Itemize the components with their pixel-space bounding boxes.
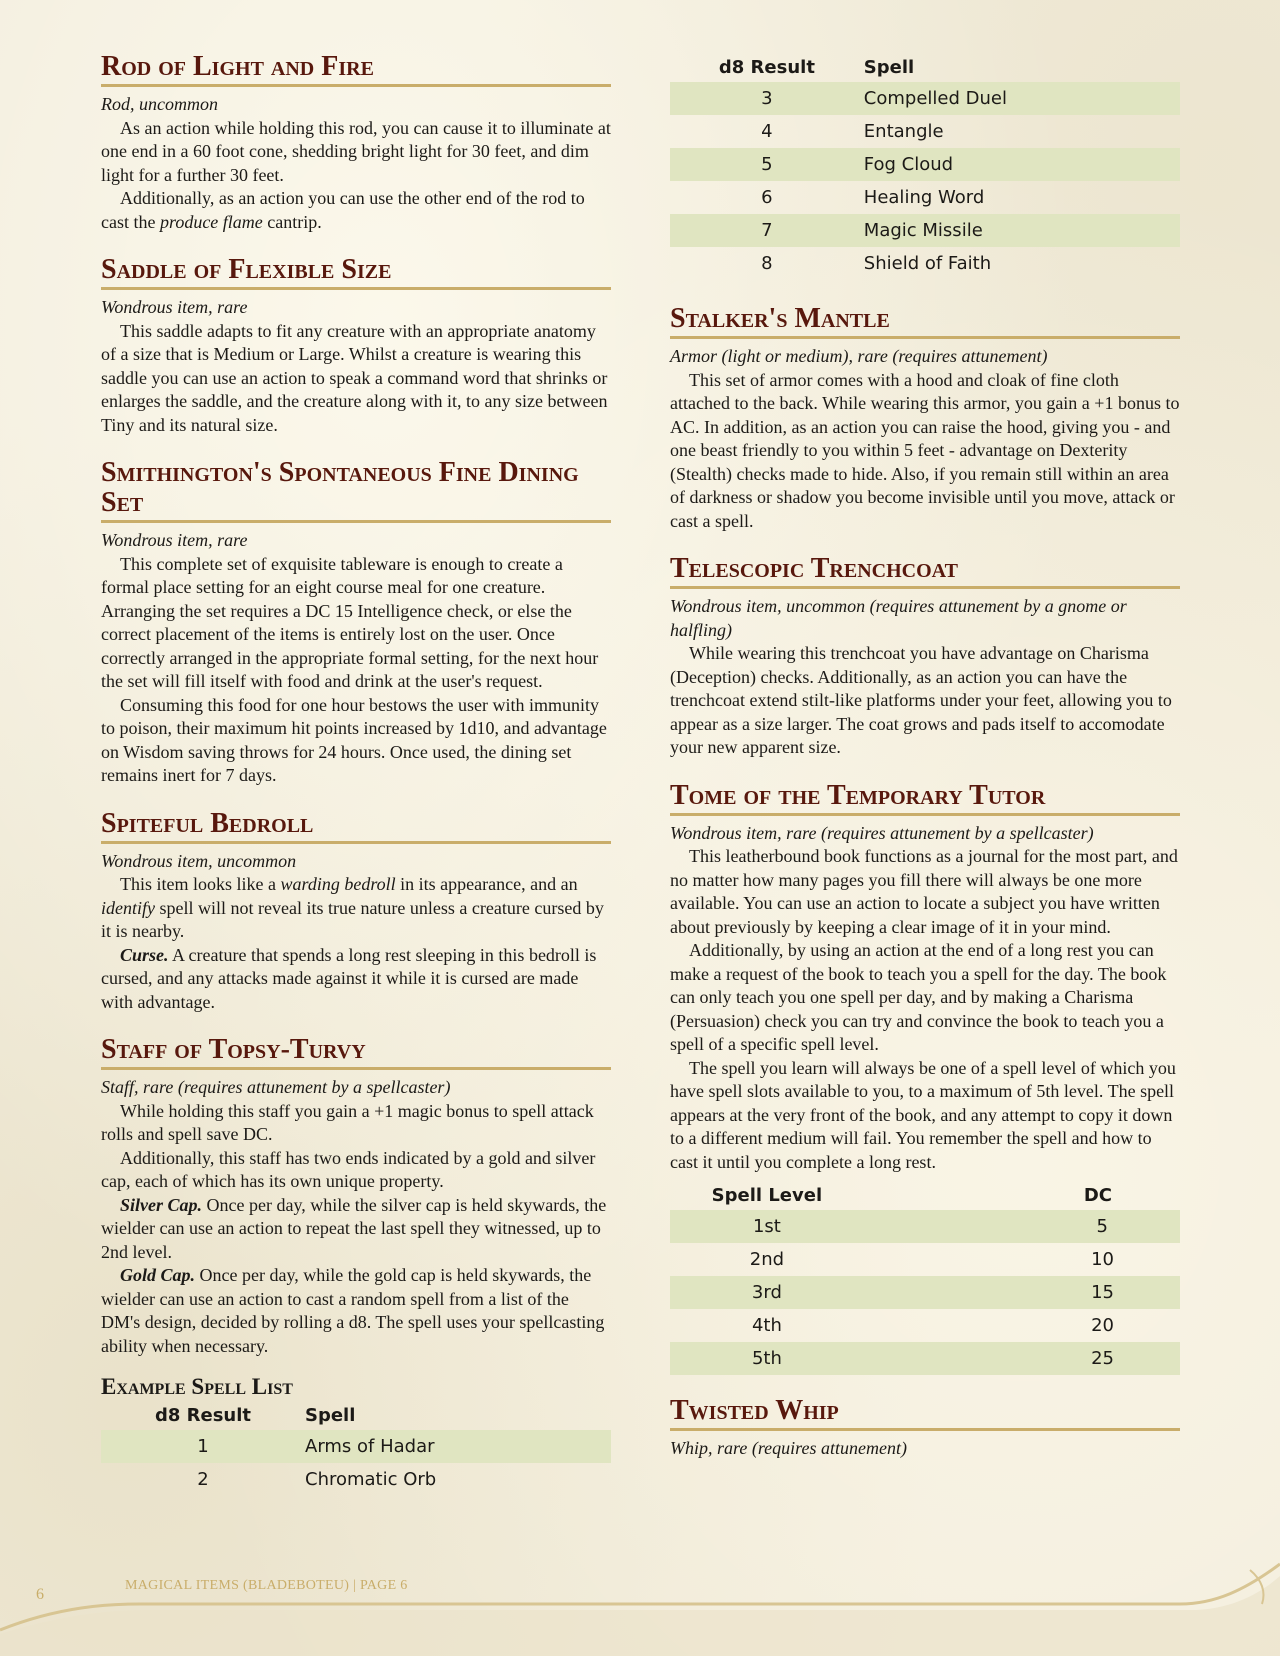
item-title: Spiteful Bedroll — [101, 809, 611, 844]
item-reference: warding bedroll — [280, 874, 396, 894]
page-footer-text: MAGICAL ITEMS (BLADEBOTEU) | PAGE 6 — [125, 1578, 408, 1593]
item-title: Staff of Topsy-Turvy — [101, 1035, 611, 1070]
item-subtitle: Armor (light or medium), rare (requires attunement) — [670, 346, 1048, 366]
table-cell: Arms of Hadar — [305, 1430, 611, 1463]
table-row — [670, 148, 1180, 181]
property-label: Curse. — [120, 944, 169, 965]
item-paragraph — [101, 944, 611, 1015]
item-subtitle: Whip, rare (requires attunement) — [670, 1438, 907, 1458]
table-row — [670, 181, 1180, 214]
dining-set-entry — [101, 458, 611, 788]
spell-table-part-2 — [670, 52, 1180, 280]
item-subtitle: Rod, uncommon — [101, 94, 218, 114]
table-cell: Magic Missile — [864, 214, 1180, 247]
spell-name: identify — [101, 897, 155, 918]
text-run: This item looks like a — [120, 874, 281, 894]
table-header: Spell — [305, 1404, 356, 1426]
item-title: Smithington's Spontaneous Fine Dining Set — [101, 458, 611, 523]
item-paragraph — [101, 1264, 611, 1358]
spell-list-heading: Example Spell List — [101, 1374, 293, 1399]
table-cell: 2nd — [749, 1249, 785, 1270]
property-label: Gold Cap. — [120, 1265, 196, 1285]
spell-table-continued — [670, 52, 1180, 280]
table-row — [670, 1309, 1180, 1342]
spell-name: produce flame — [159, 211, 263, 232]
table-cell: 8 — [761, 253, 773, 274]
table-row — [670, 1243, 1180, 1276]
text-run: Additionally, as an action you can use the other end of the rod to cast the — [101, 188, 585, 232]
table-cell: Fog Cloud — [864, 148, 1180, 181]
item-title: Tome of the Temporary Tutor — [670, 781, 1180, 816]
table-cell: 4th — [751, 1315, 782, 1336]
item-paragraph: While wearing this trenchcoat you have advantage on Charisma (Deception) checks. Additionally, as an action you can have the trenchcoat extend stilt-like platforms under your feet, allowing you to appear as a size larger. The coat grows and pads itself to accomodate your new apparent size. — [670, 643, 1172, 757]
table-cell: 5th — [670, 1342, 864, 1375]
table-cell: Entangle — [863, 121, 944, 142]
item-subtitle: Staff, rare (requires attunement by a spellcaster) — [101, 1077, 451, 1097]
item-subtitle: Wondrous item, rare (requires attunement by a spellcaster) — [670, 822, 1094, 843]
staff-of-topsy-turvy-entry — [101, 1035, 611, 1496]
table-cell: 5 — [864, 1210, 1180, 1243]
table-cell: 6 — [761, 187, 773, 208]
item-title: Twisted Whip — [670, 1396, 1180, 1431]
table-cell: Compelled Duel — [864, 82, 1180, 115]
table-row — [670, 82, 1180, 115]
table-cell: 20 — [1091, 1315, 1114, 1336]
table-row — [670, 115, 1180, 148]
spiteful-bedroll-entry — [101, 809, 611, 1015]
property-label: Silver Cap. — [120, 1194, 203, 1215]
table-cell: 25 — [864, 1342, 1180, 1375]
table-cell: 15 — [864, 1276, 1180, 1309]
table-header: Spell — [863, 56, 915, 78]
table-cell: Shield of Faith — [863, 253, 992, 274]
spell-level-dc-table — [670, 1180, 1180, 1375]
item-title: Rod of Light and Fire — [101, 52, 611, 87]
table-row — [670, 214, 1180, 247]
table-cell: 7 — [670, 214, 864, 247]
item-paragraph — [101, 873, 611, 944]
telescopic-trenchcoat-entry — [670, 554, 1180, 760]
text-run: A creature that spends a long rest sleeping in this bedroll is cursed, and any attacks made against it while it is cursed are made with advantage. — [101, 944, 597, 1012]
table-cell: 5 — [670, 148, 864, 181]
item-paragraph — [101, 187, 611, 234]
table-header: Spell Level — [711, 1184, 823, 1206]
text-run: spell will not reveal its true nature unless a creature cursed by it is nearby. — [101, 897, 604, 941]
table-cell: 3 — [670, 82, 864, 115]
text-run: Once per day, while the gold cap is held skywards, the wielder can use an action to cast a random spell from a list of the DM's design, decided by rolling a d8. The spell uses your spellcasting ability when necessary. — [101, 1265, 605, 1356]
table-cell: 4 — [761, 121, 773, 142]
item-paragraph: While holding this staff you gain a +1 magic bonus to spell attack rolls and spell save DC. — [101, 1100, 594, 1144]
item-paragraph: Consuming this food for one hour bestows the user with immunity to poison, their maximum hit points increased by 1d10, and advantage on Wisdom saving throws for 24 hours. Once used, the dining set remains inert for 7 days. — [101, 694, 607, 785]
item-paragraph: The spell you learn will always be one of a spell level of which you have spell slots available to you, to a maximum of 5th level. The spell appears at the very front of the book, and any attempt to copy it down to a different medium will fail. You remember the spell and how to cast it until you complete a long rest. — [670, 1057, 1176, 1172]
table-row — [670, 1342, 1180, 1375]
table-row — [670, 1276, 1180, 1309]
item-subtitle: Wondrous item, rare — [101, 530, 248, 550]
text-run: in its appearance, and an — [395, 874, 578, 894]
right-column — [670, 52, 1180, 1482]
table-header: d8 Result — [718, 56, 815, 78]
item-subtitle: Wondrous item, rare — [101, 297, 248, 317]
item-paragraph: Additionally, by using an action at the end of a long rest you can make a request of the book to teach you a spell for the day. The book can only teach you one spell per day, and by making a Charisma (Persuasion) check you can try and convince the book to teach you a spell of a specific spell level. — [670, 940, 1167, 1054]
item-paragraph — [101, 1194, 611, 1265]
table-cell: 3rd — [670, 1276, 864, 1309]
left-column — [101, 52, 611, 1517]
rod-of-light-and-fire-entry — [101, 52, 611, 234]
table-cell: 2 — [197, 1469, 209, 1490]
table-cell: 10 — [1091, 1249, 1114, 1270]
text-run: cantrip. — [262, 211, 322, 232]
saddle-of-flexible-size-entry — [101, 255, 611, 437]
spell-table-part-1 — [101, 1400, 611, 1496]
item-subtitle: Wondrous item, uncommon (requires attunement by a gnome or halfling) — [670, 596, 1127, 640]
tome-of-the-temporary-tutor-entry — [670, 781, 1180, 1376]
table-row — [670, 1210, 1180, 1243]
item-subtitle: Wondrous item, uncommon — [101, 850, 297, 871]
table-cell: Chromatic Orb — [305, 1469, 437, 1490]
item-title: Stalker's Mantle — [670, 304, 1180, 339]
item-paragraph: Additionally, this staff has two ends indicated by a gold and silver cap, each of which has its own unique property. — [101, 1147, 596, 1191]
item-paragraph: This saddle adapts to fit any creature with an appropriate anatomy of a size that is Medium or Large. Whilst a creature is wearing this saddle you can use an action to speak a command word that shrinks or enlarges the saddle, and the creature along with it, to any size between Tiny and its natural size. — [101, 320, 608, 435]
table-header: DC — [1083, 1184, 1112, 1206]
table-cell: Healing Word — [863, 187, 985, 208]
table-row — [101, 1430, 611, 1463]
twisted-whip-entry — [670, 1396, 1180, 1461]
stalkers-mantle-entry — [670, 304, 1180, 533]
item-title: Saddle of Flexible Size — [101, 255, 611, 290]
text-run: Once per day, while the silver cap is held skywards, the wielder can use an action to repeat the last spell they witnessed, up to 2nd level. — [101, 1194, 607, 1262]
page-number: 6 — [36, 1586, 44, 1603]
table-row — [670, 247, 1180, 280]
table-row — [101, 1463, 611, 1496]
table-cell: 1 — [101, 1430, 305, 1463]
footer-ornament — [0, 1560, 1280, 1656]
item-paragraph: This complete set of exquisite tableware is enough to create a formal place setting for an eight course meal for one creature. Arranging the set requires a DC 15 Intelligence check, or else the correct placement of the items is entirely lost on the user. Once correctly arranged in the appropriate formal setting, for the next hour the set will fill itself with food and drink at the user's request. — [101, 553, 599, 691]
item-paragraph: This leatherbound book functions as a journal for the most part, and no matter how many pages you fill there will always be one more available. You can use an action to locate a subject you have written about previously by keeping a clear image of it in your mind. — [670, 846, 1178, 937]
item-paragraph: As an action while holding this rod, you can cause it to illuminate at one end in a 60 foot cone, shedding bright light for 30 feet, and dim light for a further 30 feet. — [101, 117, 611, 185]
table-cell: 1st — [670, 1210, 864, 1243]
table-header: d8 Result — [154, 1404, 252, 1426]
item-title: Telescopic Trenchcoat — [670, 554, 1180, 589]
item-paragraph: This set of armor comes with a hood and cloak of fine cloth attached to the back. While wearing this armor, you gain a +1 bonus to AC. In addition, as an action you can raise the hood, giving you - and one beast friendly to you within 5 feet - advantage on Dexterity (Stealth) checks made to hide. Also, if you remain still within an area of darkness or shadow you become invisible until you move, attack or cast a spell. — [670, 369, 1180, 531]
